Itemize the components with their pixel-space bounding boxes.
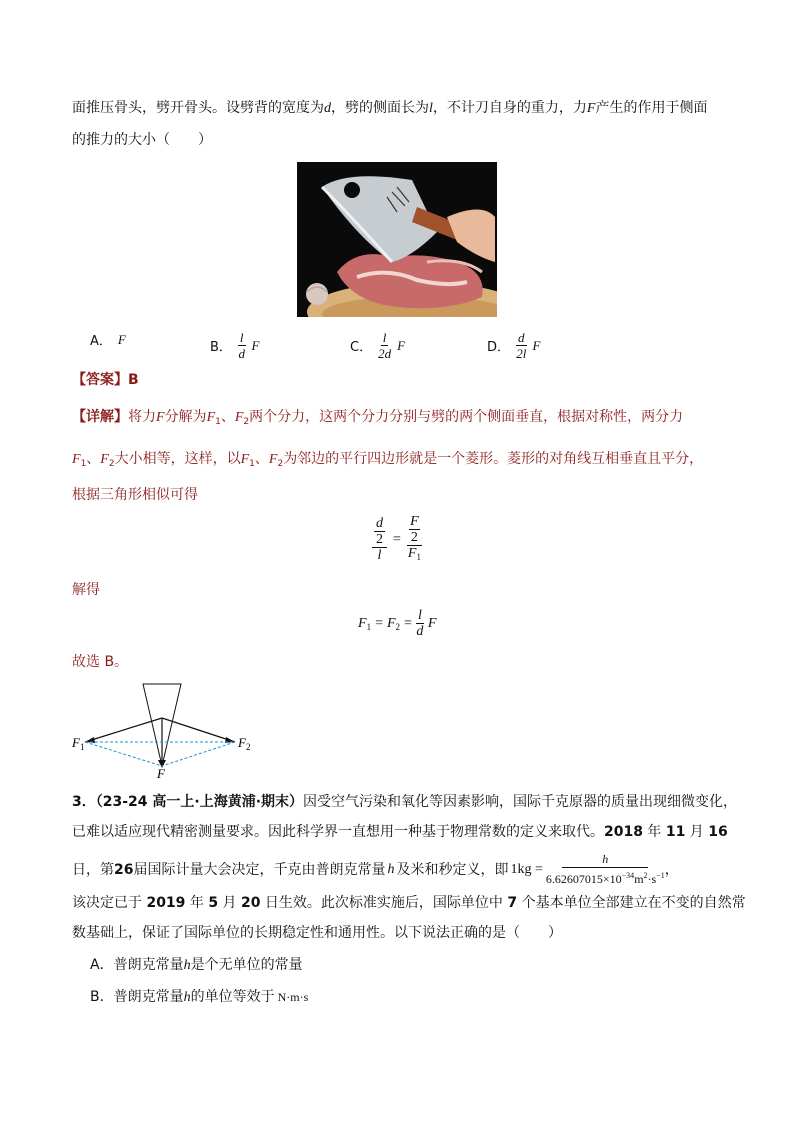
q3-option-b[interactable]: B．普朗克常量h的单位等效于 N·m·s xyxy=(90,989,309,1005)
equation-similarity: d 2 l = F 2 $F_1$ xyxy=(372,514,422,565)
force-diagram xyxy=(70,680,270,780)
detail-line2: $F_1$、$F_2$大小相等，这样，以$F_1$、$F_2$为邻边的平行四边形就是一个菱形。菱形的对角线互相垂直且平分， xyxy=(72,451,704,469)
q3-line2: 已难以适应现代精密测量要求。因此科学界一直想用一种基于物理常数的定义来取代。2018 年 11 月 16 xyxy=(72,824,728,840)
q3-line1: 3．（23-24 高一上·上海黄浦·期末）因受空气污染和氧化等因素影响，国际千克原器的质量出现细微变化， xyxy=(72,794,738,810)
kg-definition-fraction: $\frac{h}{6.62607015\times 10^{-34}m^2\cdot s^{-1}}$ xyxy=(545,852,665,886)
eq1-right: F 2 $F_1$ xyxy=(407,514,421,562)
label-F: F xyxy=(157,766,165,780)
option-a[interactable]: A． F xyxy=(90,331,126,349)
q2-stem-line2: 的推力的大小（ ） xyxy=(72,132,212,148)
var-d: d xyxy=(324,101,331,116)
option-b[interactable]: B． $\frac{l}{d}$ F xyxy=(210,330,260,361)
q3-line5: 数基础上，保证了国际单位的长期稳定性和通用性。以下说法正确的是（ ） xyxy=(72,925,562,941)
cleaver-photo-art xyxy=(297,162,497,317)
option-d-fraction: $\frac{d}{2l}$ xyxy=(516,330,527,361)
detail-solve: 解得 xyxy=(72,582,100,598)
eq1-left: d 2 l xyxy=(372,516,387,563)
detail-line1: 【详解】将力F分解为$F_1$、$F_2$两个分力，这两个分力分别与劈的两个侧面垂直，根据对称性，两分力 xyxy=(72,409,684,427)
option-b-fraction: $\frac{l}{d}$ xyxy=(238,330,245,361)
var-l: l xyxy=(429,101,433,116)
detail-conclusion: 故选 B。 xyxy=(72,654,129,670)
q3-option-a[interactable]: A．普朗克常量h是个无单位的常量 xyxy=(90,957,303,973)
label-F2: $F_2$ xyxy=(238,735,251,752)
force-diagram-svg xyxy=(70,680,270,780)
label-F1: $F_1$ xyxy=(72,735,85,752)
q3-line4: 该决定已于 2019 年 5 月 20 日生效。此次标准实施后，国际单位中 7 个基本单位全部建立在不变的自然常 xyxy=(72,895,746,911)
answer-line: 【答案】B xyxy=(72,372,139,388)
equation-result: $F_1$ = $F_2$ = $\frac{l}{d}$ F xyxy=(358,608,437,639)
q2-stem-line1: 面推压骨头，劈开骨头。设劈背的宽度为d，劈的侧面长为l，不计刀自身的重力，力F产生的作用于侧面 xyxy=(72,100,708,116)
cleaver-photo xyxy=(297,162,497,317)
option-c-fraction: $\frac{l}{2d}$ xyxy=(378,330,392,361)
option-c[interactable]: C． $\frac{l}{2d}$ F xyxy=(350,330,406,361)
q3-line3: 日，第 26 届国际计量大会决定，千克由普朗克常量 h 及米和秒定义，即 1kg = $\frac{h}{6.62607015\times 10^{-34}m^2\cdot s^{-1}}$ ， xyxy=(72,852,679,886)
option-d[interactable]: D． $\frac{d}{2l}$ F xyxy=(487,330,541,361)
var-F: F xyxy=(586,101,596,116)
detail-line3: 根据三角形相似可得 xyxy=(72,487,198,503)
